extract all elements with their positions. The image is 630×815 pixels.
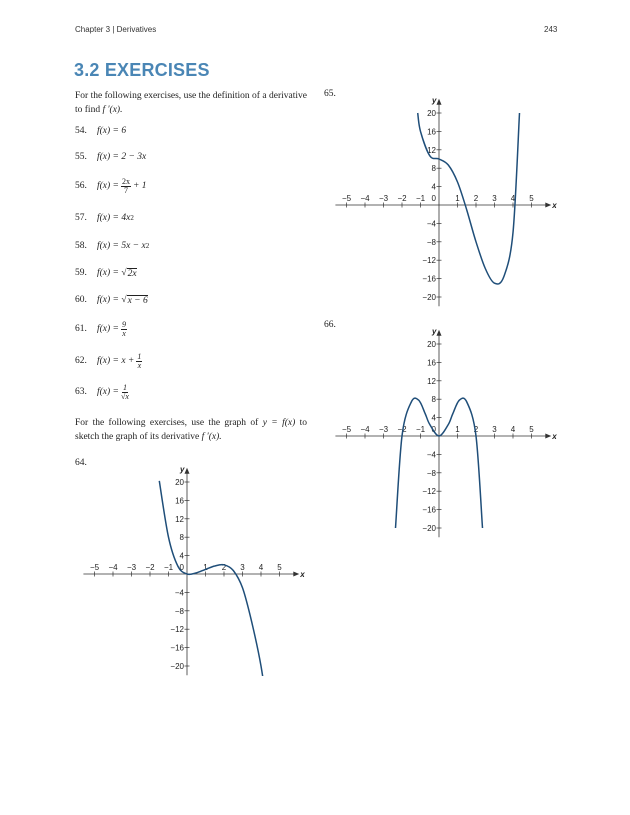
x-tick-label: −1 [415, 425, 426, 434]
y-tick-label: 16 [427, 358, 436, 368]
x-tick-label: −5 [341, 425, 352, 434]
exercise-number: 63. [75, 387, 87, 397]
x-tick-label: 2 [473, 194, 479, 203]
y-tick-label: 16 [427, 127, 436, 137]
y-tick-label: −8 [426, 237, 436, 247]
exercise-formula: f(x) = [97, 181, 119, 191]
derivative-symbol: f ′(x). [201, 432, 222, 442]
radicand: 2x [127, 268, 137, 279]
y-tick-label: −4 [426, 219, 436, 229]
y-tick-label: −8 [426, 468, 436, 478]
y-tick-label: 20 [175, 478, 184, 487]
exercise-number: 58. [75, 241, 87, 251]
y-tick-label: −8 [174, 606, 184, 616]
y-axis-arrow [437, 330, 442, 336]
x-tick-label: 1 [203, 563, 208, 572]
y-tick-label: −20 [422, 524, 436, 533]
exercise-formula: f(x) = [97, 387, 119, 397]
instructions-tail: to sketch the graph of its derivative [75, 418, 308, 442]
x-axis-label: x [552, 432, 557, 441]
instructions-text: For the following exercises, use the graph of [75, 418, 259, 428]
x-tick-label: 5 [277, 563, 282, 572]
running-header-chapter: Chapter 3 | Derivatives [75, 25, 157, 34]
x-tick-label: 5 [529, 194, 534, 203]
exercise-formula: f(x) = [97, 324, 119, 334]
x-tick-label: −1 [415, 194, 426, 203]
y-axis-label: y [180, 464, 185, 474]
y-tick-label: −16 [422, 505, 436, 515]
exercise-number: 54. [75, 126, 87, 136]
page-number: 243 [544, 25, 558, 34]
x-tick-label: 4 [510, 425, 516, 434]
x-tick-label: 1 [455, 425, 460, 434]
fraction: $\frac{9}{x}$ [121, 319, 126, 338]
x-tick-label: 3 [492, 425, 497, 434]
x-tick-label: −2 [145, 563, 155, 572]
exercise-66-label: 66. [324, 320, 336, 330]
y-axis-label: y [432, 326, 437, 336]
exercise-65-label: 65. [324, 89, 336, 99]
y-tick-label: 8 [179, 533, 184, 543]
x-tick-label: 3 [492, 194, 497, 203]
y-tick-label: 4 [179, 551, 184, 561]
exercise-number: 56. [75, 181, 87, 191]
y-tick-label: 4 [431, 182, 436, 192]
y-tick-label: −16 [422, 274, 436, 284]
exercise-formula: f(x) = 2 − 3x [97, 152, 147, 162]
x-tick-label: 3 [240, 563, 245, 572]
origin-label: 0 [179, 563, 184, 572]
function-equation: y = f(x) [262, 418, 296, 428]
x-tick-label: −3 [126, 563, 137, 572]
x-axis-arrow [545, 434, 551, 439]
y-tick-label: −4 [174, 588, 184, 598]
y-tick-label: 4 [431, 413, 436, 423]
x-axis-label: x [552, 201, 557, 210]
radicand: x − 6 [127, 295, 148, 306]
exercise-number: 61. [75, 324, 87, 334]
exercise-formula: f(x) = 4x [97, 213, 131, 223]
exercise-number: 62. [75, 356, 87, 366]
x-tick-label: 4 [258, 563, 264, 572]
y-tick-label: 12 [175, 514, 184, 524]
x-tick-label: 1 [455, 194, 460, 203]
x-tick-label: 2 [221, 563, 227, 572]
y-tick-label: 12 [427, 145, 436, 155]
y-tick-label: −4 [426, 450, 436, 460]
y-tick-label: 16 [175, 496, 184, 506]
exercise-formula: f(x) = x + [97, 356, 135, 366]
fraction: $\frac{2x}{7}$ [121, 176, 130, 195]
section-title: 3.2 EXERCISES [74, 60, 210, 80]
x-tick-label: −3 [378, 425, 389, 434]
x-tick-label: 4 [510, 194, 516, 203]
y-tick-label: −16 [170, 643, 184, 653]
x-tick-label: −3 [378, 194, 389, 203]
y-tick-label: −12 [170, 625, 184, 635]
x-tick-label: −4 [360, 425, 370, 434]
y-tick-label: 8 [431, 395, 436, 405]
x-tick-label: −1 [163, 563, 174, 572]
y-tick-label: 20 [427, 109, 436, 118]
exponent: 2 [145, 242, 150, 250]
instructions-text: For the following exercises, use the definition of a derivative to find [75, 91, 307, 115]
x-tick-label: −2 [397, 194, 407, 203]
exercise-formula: f(x) = √ [97, 268, 127, 278]
exercise-number: 60. [75, 295, 87, 305]
formula-tail: + 1 [132, 181, 147, 191]
exercise-64-label: 64. [75, 458, 87, 468]
y-axis-label: y [432, 95, 437, 105]
origin-label: 0 [431, 194, 436, 203]
x-tick-label: 5 [529, 425, 534, 434]
exercise-formula: f(x) = 6 [97, 126, 127, 136]
y-tick-label: 8 [431, 164, 436, 174]
exercise-formula: f(x) = 5x − x [97, 241, 146, 251]
derivative-symbol: f ′(x). [102, 105, 123, 115]
exercise-number: 55. [75, 152, 87, 162]
y-tick-label: 12 [427, 376, 436, 386]
exercise-formula: f(x) = √ [97, 295, 127, 305]
y-tick-label: −12 [422, 487, 436, 497]
exercise-number: 59. [75, 268, 87, 278]
y-tick-label: 20 [427, 340, 436, 349]
exercise-number: 57. [75, 213, 87, 223]
x-tick-label: −5 [89, 563, 100, 572]
y-tick-label: −20 [422, 293, 436, 302]
origin-label: 0 [431, 425, 436, 434]
x-tick-label: −4 [108, 563, 118, 572]
x-tick-label: −2 [397, 425, 407, 434]
x-tick-label: −4 [360, 194, 370, 203]
x-axis-label: x [300, 570, 305, 579]
x-tick-label: 2 [473, 425, 479, 434]
x-tick-label: −5 [341, 194, 352, 203]
exponent: 2 [130, 214, 134, 222]
y-tick-label: −12 [422, 256, 436, 266]
fraction: $\frac{1}{√x}$ [120, 382, 129, 401]
y-tick-label: −20 [170, 662, 184, 671]
fraction: $\frac{1}{x}$ [137, 351, 142, 370]
